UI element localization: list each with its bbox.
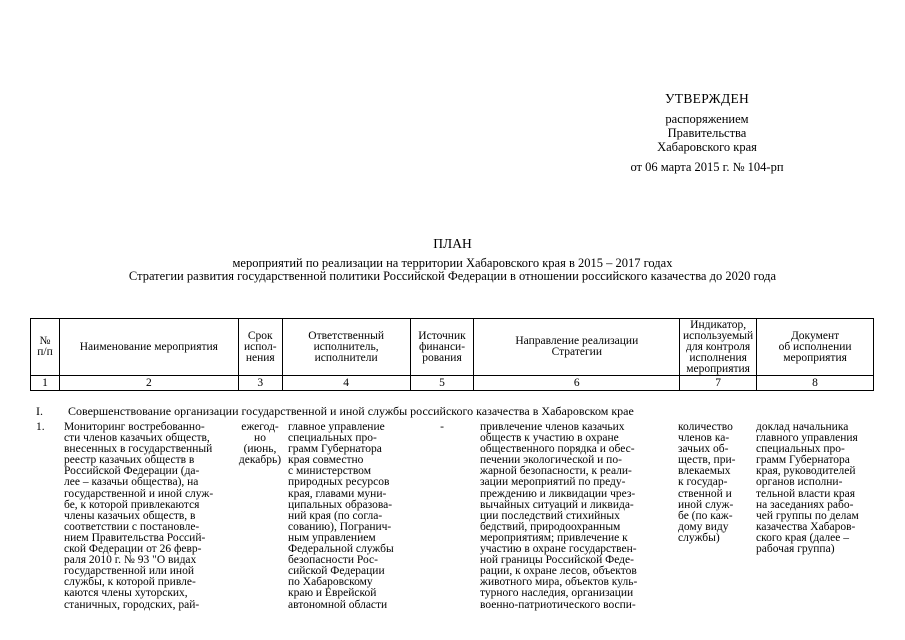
row-document-cell <box>756 422 859 555</box>
column-number-6: 6 <box>474 376 680 391</box>
column-header-line: Источник <box>418 329 466 342</box>
row-executor-line: с министерством <box>288 465 371 478</box>
column-header-line: Ответственный <box>308 329 385 342</box>
column-number-3: 3 <box>238 376 282 391</box>
approval-line-1: распоряжением <box>665 112 749 126</box>
row-executor-line: автономной области <box>288 598 388 611</box>
row-indicator-line: членов ка- <box>678 432 730 445</box>
row-term-cell <box>238 422 282 466</box>
row-name-line: каются члены хуторских, <box>64 587 188 600</box>
row-direction-line: военно-патриотического воспи- <box>480 598 636 611</box>
column-header-line: нения <box>245 351 275 364</box>
column-header-line: Индикатор, <box>690 318 747 331</box>
row-direction-line: бедствий, природоохранным <box>480 520 621 533</box>
row-direction-line: ной границы Российской Феде- <box>480 554 634 567</box>
row-indicator-line: бе (по каж- <box>678 509 733 522</box>
row-name-line: лее – казачьи общества), на <box>64 476 199 489</box>
column-header-line: Направление реализации <box>515 335 639 347</box>
section-title: Совершенствование организации государственной и иной службы российского казачества в Хабаровском крае <box>68 404 634 418</box>
column-header-line: Документ <box>790 329 840 342</box>
row-name-line: внесенных в государственный <box>64 443 213 456</box>
row-executor-line: сийской Федерации <box>288 565 385 578</box>
column-header-line: Наименование мероприятия <box>79 340 218 353</box>
column-header-line: об исполнении <box>778 340 852 353</box>
row-name-cell <box>64 422 213 611</box>
row-name-line: бе, к которой привлекаются <box>64 498 200 511</box>
section-number: I. <box>36 404 43 418</box>
plan-title: ПЛАН <box>433 236 472 251</box>
approval-line-3: Хабаровского края <box>657 140 757 154</box>
column-header-line: исполнитель, <box>313 340 379 353</box>
row-executor-line: природных ресурсов <box>288 476 390 489</box>
column-header-line: исполнения <box>689 351 747 364</box>
row-indicator-line: количество <box>678 421 733 433</box>
row-direction-line: преждению и ликвидации чрез- <box>480 487 636 500</box>
row-indicator-line: дому виду <box>678 520 729 533</box>
row-document-line: ского края (далее – <box>756 531 849 544</box>
row-document-line: тельной власти края <box>756 487 856 500</box>
column-header-2 <box>59 319 238 376</box>
column-header-line: № <box>39 335 51 347</box>
column-header-line: используемый <box>683 329 754 342</box>
row-indicator-line: зачьих об- <box>678 443 729 456</box>
row-term-line: ежегод- <box>241 421 279 433</box>
column-header-line: Стратегии <box>551 346 602 358</box>
row-document-line: доклад начальника <box>756 421 849 433</box>
row-term-line: но <box>254 432 266 445</box>
column-header-6 <box>474 319 680 376</box>
approval-title: УТВЕРЖДЕН <box>664 91 750 106</box>
row-indicator-line: влекаемых <box>678 465 731 478</box>
column-header-1 <box>31 319 60 376</box>
column-header-line: финанси- <box>418 340 466 353</box>
row-document-line: края, руководителей <box>756 465 856 478</box>
row-number: 1. <box>36 421 45 433</box>
row-direction-cell <box>480 422 637 611</box>
row-direction-line: привлечение членов казачьих <box>480 421 625 433</box>
column-header-line: испол- <box>243 340 277 353</box>
row-document-line: грамм Губернатора <box>756 454 850 467</box>
column-header-line: мероприятия <box>783 351 847 364</box>
row-executor-line: главное управление <box>288 421 385 433</box>
row-direction-line: участию в охране государствен- <box>480 543 637 556</box>
row-executor-line: специальных про- <box>288 432 377 445</box>
row-document-line: специальных про- <box>756 443 845 456</box>
column-number-row <box>31 376 874 391</box>
row-direction-line: обществ к участию в охране <box>480 432 619 445</box>
row-direction-line: вычайных ситуаций и ликвида- <box>480 498 634 511</box>
row-document-line: рабочая группа) <box>756 543 835 556</box>
row-document-line: главного управления <box>756 432 858 445</box>
row-executor-line: грамм Губернатора <box>288 443 382 456</box>
column-header-8 <box>757 319 874 376</box>
row-direction-line: рации, к охране лесов, объектов <box>480 565 637 578</box>
row-term-line: декабрь) <box>238 454 282 467</box>
row-name-line: раля 2010 г. № 93 "О видах <box>64 554 197 567</box>
row-executor-line: края совместно <box>288 454 364 467</box>
row-term-line: (июнь, <box>243 443 277 456</box>
row-name-line: ской Федерации от 26 февр- <box>64 543 202 556</box>
column-header-line: п/п <box>37 346 53 358</box>
row-funding-cell: - <box>440 421 444 433</box>
row-indicator-line: ственной и <box>678 487 732 500</box>
column-header-line: мероприятия <box>686 362 750 375</box>
row-name-line: реестр казачьих обществ в <box>64 454 195 467</box>
row-direction-line: ции последствий стихийных <box>480 509 620 522</box>
row-executor-line: ний края (по согла- <box>288 509 383 522</box>
column-number-2: 2 <box>59 376 238 391</box>
row-indicator-line: службы) <box>678 531 720 544</box>
plan-subtitle <box>0 257 905 283</box>
row-name-line: Мониторинг востребованно- <box>64 421 205 433</box>
row-direction-line: животного мира, объектов куль- <box>480 576 638 589</box>
row-name-line: государственной и иной служ- <box>64 487 214 500</box>
row-direction-line: печении экологической и по- <box>480 454 622 467</box>
row-name-line: станичных, городских, рай- <box>64 598 200 611</box>
column-number-8: 8 <box>757 376 874 391</box>
row-indicator-line: к государ- <box>678 476 728 489</box>
column-number-7: 7 <box>680 376 757 391</box>
row-direction-line: мероприятиям; привлечение к <box>480 531 628 544</box>
row-name-line: нием Правительства Россий- <box>64 531 206 544</box>
column-header-line: для контроля <box>686 340 751 353</box>
column-header-3 <box>238 319 282 376</box>
plan-subtitle-line-1: мероприятий по реализации на территории Хабаровского края в 2015 – 2017 годах <box>232 256 673 270</box>
column-header-5 <box>410 319 474 376</box>
row-executor-line: ципальных образова- <box>288 498 393 511</box>
column-header-line: рования <box>422 351 462 364</box>
row-direction-line: зации мероприятий по преду- <box>480 476 626 489</box>
column-number-4: 4 <box>282 376 410 391</box>
row-document-line: казачества Хабаров- <box>756 520 856 533</box>
column-header-7 <box>680 319 757 376</box>
row-document-line: органов исполни- <box>756 476 843 489</box>
row-document-line: чей группы по делам <box>756 509 859 522</box>
row-name-line: государственной или иной <box>64 565 194 578</box>
row-executor-line: краю и Еврейской <box>288 587 377 600</box>
row-indicator-line: ществ, при- <box>678 454 736 467</box>
approval-line-2: Правительства <box>667 126 747 140</box>
row-direction-line: жарной безопасности, к реали- <box>480 465 632 478</box>
row-indicator-cell <box>678 422 735 544</box>
column-number-5: 5 <box>410 376 474 391</box>
row-direction-line: общественного порядка и обес- <box>480 443 635 456</box>
row-direction-line: турного наследия, организации <box>480 587 634 600</box>
approval-block <box>597 92 817 174</box>
row-indicator-line: иной служ- <box>678 498 734 511</box>
row-name-line: соответствии с постановле- <box>64 520 200 533</box>
row-executor-line: Федеральной службы <box>288 543 394 556</box>
row-executor-line: сованию), Погранич- <box>288 520 392 533</box>
row-executor-line: безопасности Рос- <box>288 554 378 567</box>
column-number-1: 1 <box>31 376 60 391</box>
row-executor-line: по Хабаровскому <box>288 576 373 589</box>
row-name-line: сти членов казачьих обществ, <box>64 432 210 445</box>
table-header-row <box>31 319 874 376</box>
row-document-line: на заседаниях рабо- <box>756 498 854 511</box>
column-header-line: исполнители <box>314 351 378 364</box>
row-name-line: Российской Федерации (да- <box>64 465 200 478</box>
row-executor-cell <box>288 422 394 611</box>
row-name-line: службы, к которой привле- <box>64 576 196 589</box>
column-header-line: Срок <box>247 329 273 342</box>
row-executor-line: ным управлением <box>288 531 376 544</box>
column-header-4 <box>282 319 410 376</box>
row-executor-line: края, главами муни- <box>288 487 387 500</box>
plan-table <box>30 318 874 391</box>
approval-date: от 06 марта 2015 г. № 104-рп <box>630 160 784 174</box>
row-name-line: члены казачьих обществ, в <box>64 509 196 522</box>
plan-subtitle-line-2: Стратегии развития государственной политики Российской Федерации в отношении российского казачества до 2020 года <box>128 269 777 283</box>
